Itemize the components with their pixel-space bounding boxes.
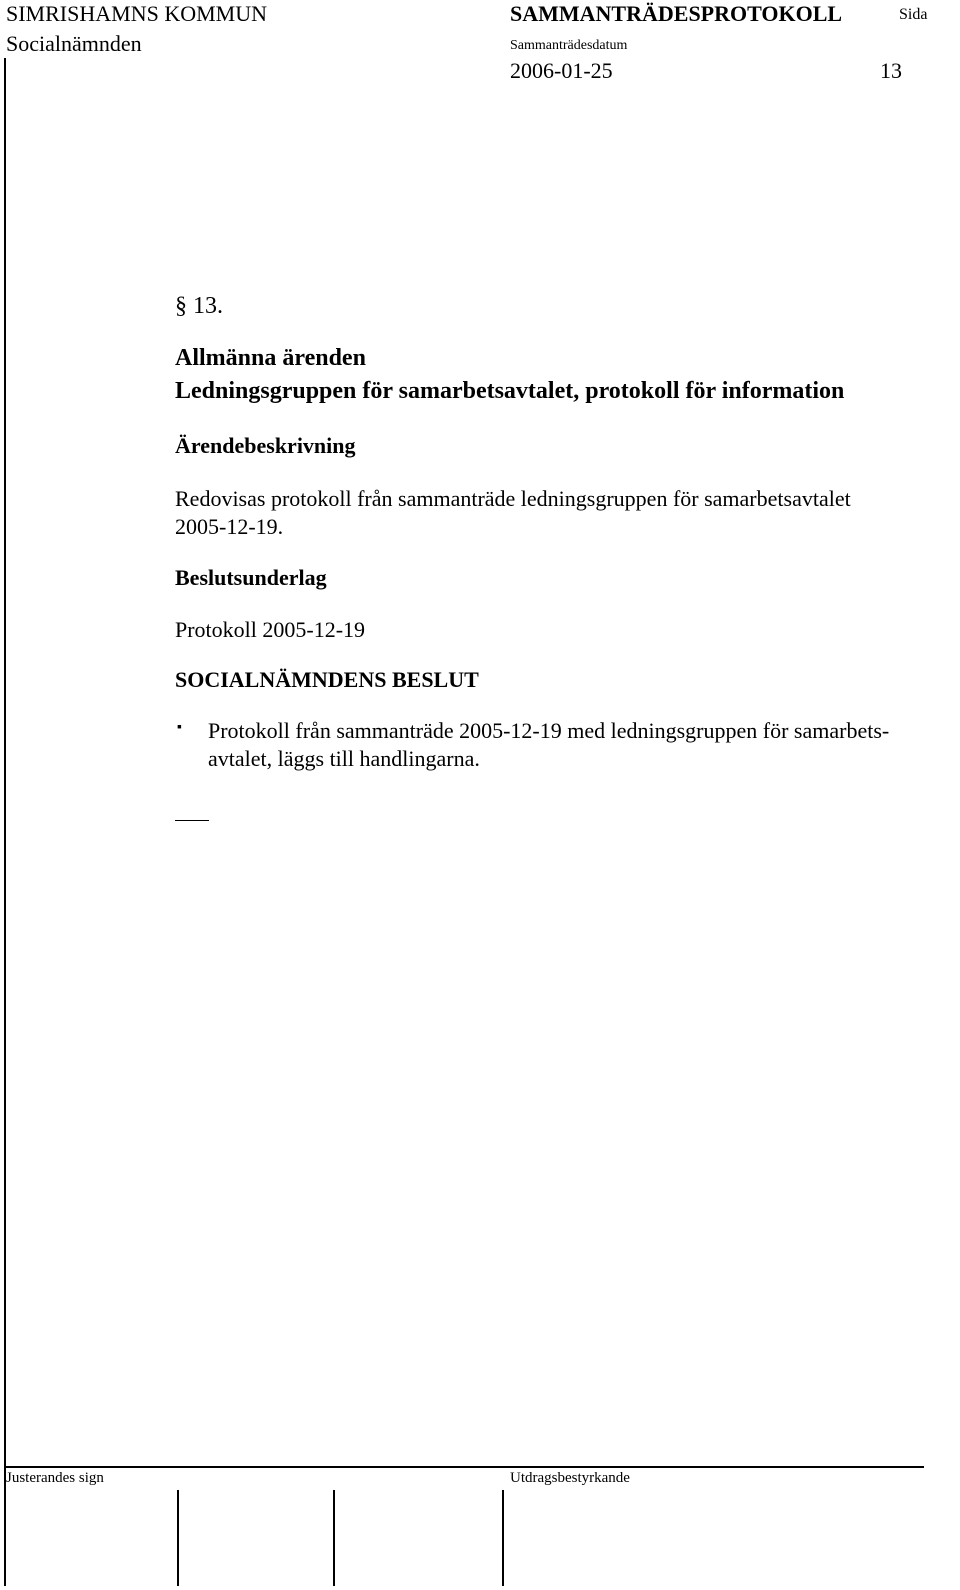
left-margin-line: [4, 58, 6, 1470]
adjuster-sign-label: Justerandes sign: [6, 1470, 104, 1486]
footer-left-line: [4, 1468, 6, 1586]
committee-name: Socialnämnden: [6, 31, 142, 56]
heading-title: Ledningsgruppen för samarbetsavtalet, protokoll för information: [175, 378, 845, 404]
document-type: SAMMANTRÄDESPROTOKOLL: [510, 1, 843, 26]
decision-line-2: avtalet, läggs till handlingarna.: [208, 746, 480, 771]
description-line-2: 2005-12-19.: [175, 514, 284, 539]
extract-certification-label: Utdragsbestyrkande: [510, 1470, 630, 1486]
page-label: Sida: [899, 6, 928, 23]
heading-category: Allmänna ärenden: [175, 345, 366, 371]
footer-top-rule: [4, 1466, 924, 1468]
description-heading: Ärendebeskrivning: [175, 433, 356, 458]
bullet-icon: ▪: [177, 720, 182, 735]
municipality-name: SIMRISHAMNS KOMMUN: [6, 1, 267, 26]
basis-text: Protokoll 2005-12-19: [175, 617, 366, 642]
paragraph-number: § 13.: [175, 293, 223, 319]
page-number: 13: [880, 58, 902, 83]
meeting-date: 2006-01-25: [510, 58, 613, 83]
signature-box-divider-1: [177, 1490, 179, 1586]
basis-heading: Beslutsunderlag: [175, 565, 327, 590]
decision-line-1: Protokoll från sammanträde 2005-12-19 med ledningsgruppen för samarbets-: [208, 718, 890, 743]
end-rule: [175, 820, 209, 821]
description-line-1: Redovisas protokoll från sammanträde ledningsgruppen för samarbetsavtalet: [175, 486, 851, 511]
signature-box-divider-2: [333, 1490, 335, 1586]
meeting-date-label: Sammanträdesdatum: [510, 38, 628, 53]
decision-heading: SOCIALNÄMNDENS BESLUT: [175, 667, 479, 692]
signature-box-divider-3: [502, 1490, 504, 1586]
